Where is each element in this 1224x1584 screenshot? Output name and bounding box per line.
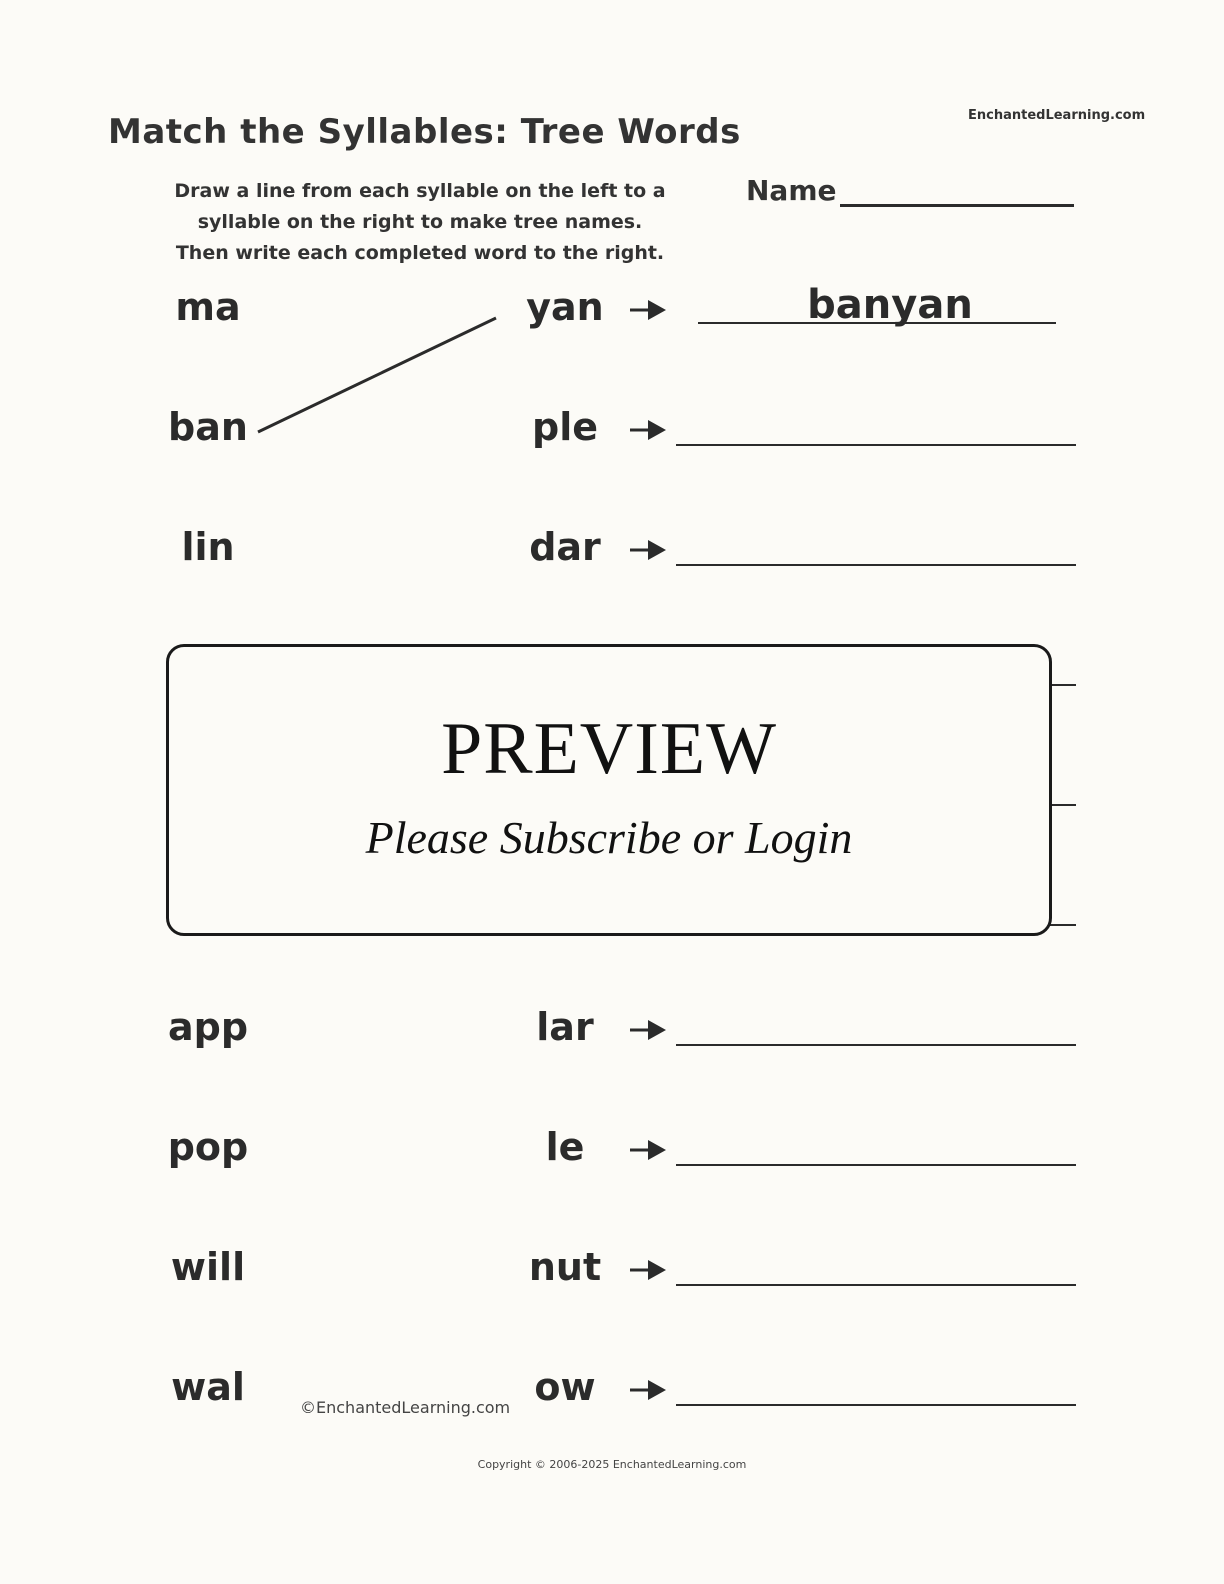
arrow-right-icon bbox=[628, 1258, 670, 1282]
left-syllable: lin bbox=[181, 525, 235, 569]
right-syllable: lar bbox=[536, 1005, 594, 1049]
instructions bbox=[140, 176, 700, 269]
left-syllable: ma bbox=[175, 285, 241, 329]
site-name: EnchantedLearning.com bbox=[968, 108, 1146, 123]
left-syllable: app bbox=[167, 1005, 249, 1049]
right-syllable: dar bbox=[529, 525, 601, 569]
preview-overlay[interactable] bbox=[166, 644, 1052, 936]
answer-text: banyan bbox=[807, 282, 973, 328]
watermark: ©EnchantedLearning.com bbox=[300, 1398, 511, 1417]
answer-line[interactable] bbox=[676, 564, 1076, 566]
arrow-right-icon bbox=[628, 538, 670, 562]
left-syllable: ban bbox=[168, 405, 248, 449]
left-syllable: will bbox=[170, 1245, 246, 1289]
arrow-right-icon bbox=[628, 1138, 670, 1162]
answer-line[interactable] bbox=[676, 1044, 1076, 1046]
arrow-right-icon bbox=[628, 1018, 670, 1042]
right-syllable: ple bbox=[532, 405, 598, 449]
instruction-line: Then write each completed word to the right. bbox=[175, 242, 665, 264]
answer-line[interactable] bbox=[676, 444, 1076, 446]
name-label: Name bbox=[746, 174, 837, 207]
page-title: Match the Syllables: Tree Words bbox=[108, 112, 741, 152]
left-syllable: wal bbox=[171, 1365, 245, 1409]
instruction-line: Draw a line from each syllable on the left to a bbox=[174, 180, 666, 202]
instruction-line: syllable on the right to make tree names. bbox=[197, 211, 643, 233]
copyright: Copyright © 2006-2025 EnchantedLearning.com bbox=[477, 1458, 747, 1471]
arrow-right-icon bbox=[628, 298, 670, 322]
right-syllable: le bbox=[545, 1125, 585, 1169]
right-syllable: nut bbox=[528, 1245, 602, 1289]
left-syllable: pop bbox=[167, 1125, 249, 1169]
answer-line[interactable] bbox=[676, 1284, 1076, 1286]
preview-title: PREVIEW bbox=[441, 708, 777, 790]
answer-line[interactable] bbox=[676, 1164, 1076, 1166]
right-syllable: ow bbox=[534, 1365, 596, 1409]
subscribe-login-link[interactable]: Please Subscribe or Login bbox=[365, 812, 853, 863]
right-syllable: yan bbox=[526, 285, 604, 329]
arrow-right-icon bbox=[628, 1378, 670, 1402]
name-field[interactable] bbox=[840, 204, 1074, 207]
arrow-right-icon bbox=[628, 418, 670, 442]
answer-line[interactable] bbox=[676, 1404, 1076, 1406]
